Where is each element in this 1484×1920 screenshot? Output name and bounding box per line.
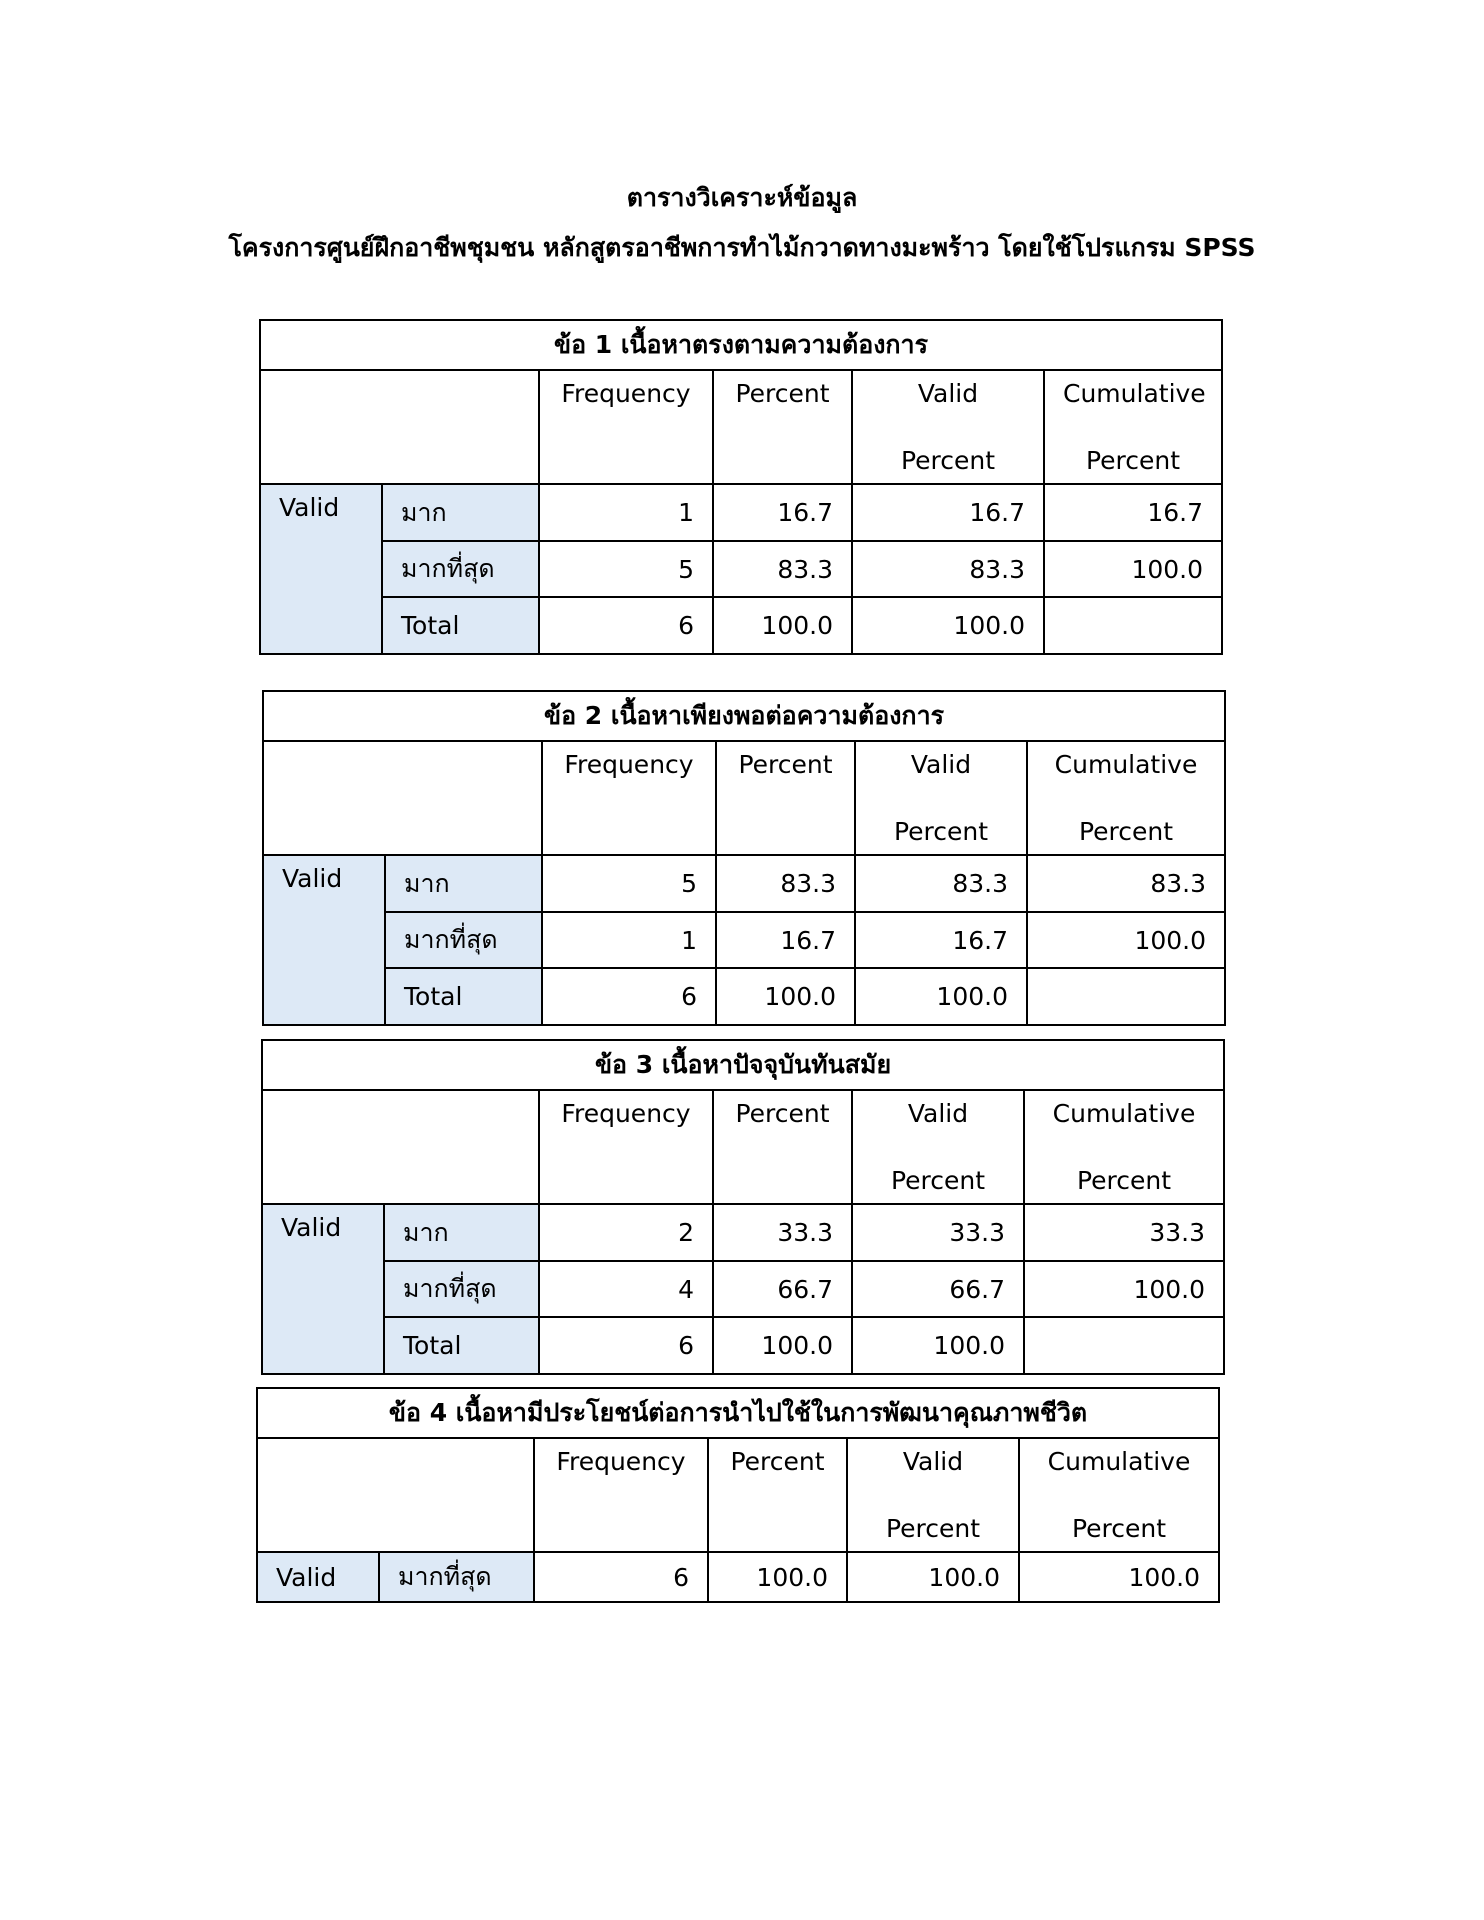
col-header-valid-percent: Valid <box>847 1438 1019 1495</box>
col-header-frequency: Frequency <box>539 1090 713 1147</box>
frequency-table-2 <box>262 690 1226 1026</box>
col-header-percent: Percent <box>713 1090 852 1147</box>
row-label: มากที่สุด <box>385 912 542 968</box>
col-header-valid-percent-line2: Percent <box>855 798 1027 855</box>
table-title: ข้อ 2 เนื้อหาเพียงพอต่อความต้องการ <box>263 691 1225 741</box>
table-row: Valid มาก 1 16.7 16.7 16.7 <box>260 484 1222 541</box>
table-row: Valid มากที่สุด 6 100.0 100.0 100.0 <box>257 1552 1219 1602</box>
row-label: มาก <box>382 484 539 541</box>
table-title: ข้อ 1 เนื้อหาตรงตามความต้องการ <box>260 320 1222 370</box>
table-title: ข้อ 3 เนื้อหาปัจจุบันทันสมัย <box>262 1040 1224 1090</box>
frequency-table-1 <box>259 319 1223 655</box>
col-header-valid-percent-line2: Percent <box>852 1147 1024 1204</box>
frequency-table-3 <box>261 1039 1225 1375</box>
table-row: Total 6 100.0 100.0 <box>262 1317 1224 1374</box>
valid-group-label: Valid <box>257 1552 379 1602</box>
col-header-percent: Percent <box>713 370 852 427</box>
col-header-valid-percent-line2: Percent <box>852 427 1044 484</box>
col-header-cumulative-percent: Cumulative <box>1044 370 1222 427</box>
table-row: มากที่สุด 4 66.7 66.7 100.0 <box>262 1261 1224 1317</box>
table-row: Valid มาก 2 33.3 33.3 33.3 <box>262 1204 1224 1261</box>
col-header-valid-percent-line2: Percent <box>847 1495 1019 1552</box>
row-label: มาก <box>384 1204 539 1261</box>
table-row: Total 6 100.0 100.0 <box>260 597 1222 654</box>
col-header-percent: Percent <box>708 1438 847 1495</box>
col-header-valid-percent: Valid <box>852 370 1044 427</box>
col-header-cumulative-percent-line2: Percent <box>1044 427 1222 484</box>
col-header-frequency: Frequency <box>542 741 716 798</box>
table-title: ข้อ 4 เนื้อหามีประโยชน์ต่อการนำไปใช้ในการพัฒนาคุณภาพชีวิต <box>257 1388 1219 1438</box>
col-header-frequency: Frequency <box>539 370 713 427</box>
row-label: Total <box>382 597 539 654</box>
table-row: Total 6 100.0 100.0 <box>263 968 1225 1025</box>
row-label: มากที่สุด <box>384 1261 539 1317</box>
col-header-frequency: Frequency <box>534 1438 708 1495</box>
col-header-percent: Percent <box>716 741 855 798</box>
frequency-table-4 <box>256 1387 1220 1603</box>
page-title: ตารางวิเคราะห์ข้อมูล <box>626 183 858 212</box>
col-header-valid-percent: Valid <box>852 1090 1024 1147</box>
table-row: มากที่สุด 1 16.7 16.7 100.0 <box>263 912 1225 968</box>
col-header-cumulative-percent-line2: Percent <box>1019 1495 1219 1552</box>
table-row: มากที่สุด 5 83.3 83.3 100.0 <box>260 541 1222 597</box>
page-subtitle: โครงการศูนย์ฝึกอาชีพชุมชน หลักสูตรอาชีพการทำไม้กวาดทางมะพร้าว โดยใช้โปรแกรม SPSS <box>228 233 1256 262</box>
col-header-cumulative-percent-line2: Percent <box>1024 1147 1224 1204</box>
valid-group-label: Valid <box>263 855 385 912</box>
col-header-cumulative-percent-line2: Percent <box>1027 798 1225 855</box>
valid-group-label: Valid <box>262 1204 384 1261</box>
col-header-cumulative-percent: Cumulative <box>1019 1438 1219 1495</box>
row-label: มากที่สุด <box>382 541 539 597</box>
col-header-cumulative-percent: Cumulative <box>1027 741 1225 798</box>
col-header-cumulative-percent: Cumulative <box>1024 1090 1224 1147</box>
row-label: Total <box>385 968 542 1025</box>
row-label: Total <box>384 1317 539 1374</box>
col-header-valid-percent: Valid <box>855 741 1027 798</box>
valid-group-label: Valid <box>260 484 382 541</box>
row-label: มาก <box>385 855 542 912</box>
table-row: Valid มาก 5 83.3 83.3 83.3 <box>263 855 1225 912</box>
row-label: มากที่สุด <box>379 1552 534 1602</box>
